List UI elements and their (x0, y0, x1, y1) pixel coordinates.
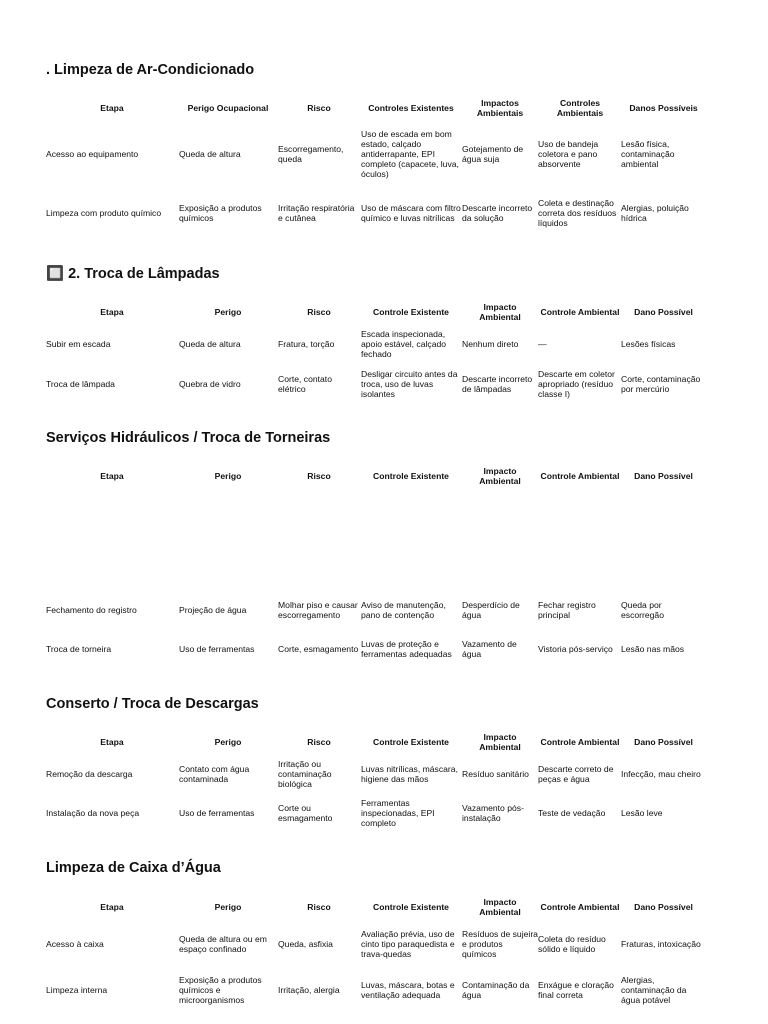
header-danos: Dano Possível (634, 737, 693, 747)
cell-risco: Molhar piso e causar escorregamento (278, 600, 358, 620)
cell-controle-ambiental: Descarte correto de peças e água (538, 764, 614, 784)
cell-impacto: Resíduo sanitário (462, 769, 529, 779)
header-impacto: Impacto Ambiental (479, 302, 521, 322)
header-danos: Dano Possível (634, 902, 693, 912)
cell-perigo: Exposição a produtos químicos e microorganismos (179, 975, 262, 1005)
cell-perigo: Queda de altura (179, 149, 241, 159)
cell-risco: Irritação respiratória e cutânea (278, 203, 355, 223)
cell-impacto: Vazamento pós-instalação (462, 803, 524, 823)
cell-controle: Avaliação prévia, uso de cinto tipo paraquedista e trava-quedas (361, 929, 455, 959)
header-risco: Risco (307, 307, 331, 317)
header-perigo: Perigo (214, 737, 242, 747)
header-perigo: Perigo (214, 471, 242, 481)
cell-dano: Queda por escorregão (621, 600, 664, 620)
header-risco: Risco (307, 103, 331, 113)
cell-risco: Irritação, alergia (278, 985, 340, 995)
cell-perigo: Queda de altura ou em espaço confinado (179, 934, 267, 954)
cell-impacto: Contaminação da água (462, 980, 530, 1000)
header-controle-ambiental: Controle Ambiental (540, 471, 620, 481)
cell-etapa: Acesso ao equipamento (46, 149, 139, 159)
cell-risco: Irritação ou contaminação biológica (278, 759, 332, 789)
cell-controle: Luvas nitrílicas, máscara, higiene das mãos (361, 764, 458, 784)
section-title: . Limpeza de Ar-Condicionado (46, 62, 255, 78)
cell-etapa: Acesso à caixa (46, 939, 104, 949)
cell-dano: Lesão nas mãos (621, 644, 685, 654)
cell-controle-ambiental: Teste de vedação (538, 808, 606, 818)
cell-controle: Luvas de proteção e ferramentas adequadas (361, 639, 452, 659)
cell-dano: Lesão leve (621, 808, 663, 818)
header-controle-ambiental: Controles Ambientais (556, 98, 604, 118)
cell-controle: Uso de escada em bom estado, calçado antiderrapante, EPI completo (capacete, luva, óculos) (361, 129, 459, 179)
cell-dano: Corte, contaminação por mercúrio (621, 374, 701, 394)
cell-controle-ambiental: Coleta do resíduo sólido e líquido (538, 934, 606, 954)
cell-controle-ambiental: Enxágue e cloração final correta (538, 980, 614, 1000)
header-impacto: Impacto Ambiental (479, 732, 521, 752)
header-perigo: Perigo (214, 902, 242, 912)
cell-controle: Luvas, máscara, botas e ventilação adequada (361, 980, 455, 1000)
header-etapa: Etapa (100, 471, 124, 481)
cell-dano: Infecção, mau cheiro (621, 769, 701, 779)
header-etapa: Etapa (100, 307, 124, 317)
header-perigo: Perigo Ocupacional (187, 103, 269, 113)
cell-perigo: Projeção de água (179, 605, 247, 615)
cell-controle-ambiental: Coleta e destinação correta dos resíduos líquidos (538, 198, 617, 228)
cell-controle: Desligar circuito antes da troca, uso de luvas isolantes (361, 369, 458, 399)
cell-risco: Queda, asfixia (278, 939, 333, 949)
section-title: Conserto / Troca de Descargas (46, 696, 259, 712)
header-danos: Dano Possível (634, 307, 693, 317)
cell-controle: Ferramentas inspecionadas, EPI completo (361, 798, 435, 828)
cell-etapa: Troca de lâmpada (46, 379, 115, 389)
cell-dano: Alergias, poluição hídrica (621, 203, 689, 223)
cell-etapa: Instalação da nova peça (46, 808, 140, 818)
cell-impacto: Descarte incorreto de lâmpadas (462, 374, 533, 394)
header-etapa: Etapa (100, 103, 124, 113)
header-controle-ambiental: Controle Ambiental (540, 902, 620, 912)
cell-risco: Corte ou esmagamento (278, 803, 333, 823)
cell-etapa: Troca de torneira (46, 644, 112, 654)
cell-impacto: Desperdício de água (462, 600, 520, 620)
cell-controle-ambiental: — (538, 339, 547, 349)
cell-etapa: Limpeza com produto químico (46, 208, 162, 218)
header-controle: Controle Existente (373, 471, 449, 481)
cell-perigo: Uso de ferramentas (179, 808, 255, 818)
cell-etapa: Fechamento do registro (46, 605, 137, 615)
header-perigo: Perigo (214, 307, 242, 317)
header-risco: Risco (307, 737, 331, 747)
cell-controle: Aviso de manutenção, pano de contenção (361, 600, 446, 620)
cell-controle-ambiental: Descarte em coletor apropriado (resíduo classe I) (538, 369, 615, 399)
cell-controle-ambiental: Fechar registro principal (538, 600, 596, 620)
header-controle: Controle Existente (373, 307, 449, 317)
header-etapa: Etapa (100, 902, 124, 912)
cell-perigo: Uso de ferramentas (179, 644, 255, 654)
section-title: Limpeza de Caixa d’Água (46, 860, 221, 876)
cell-impacto: Vazamento de água (462, 639, 517, 659)
section-title: 🔲 2. Troca de Lâmpadas (46, 266, 220, 282)
cell-impacto: Gotejamento de água suja (462, 144, 524, 164)
cell-perigo: Contato com água contaminada (179, 764, 250, 784)
cell-controle-ambiental: Uso de bandeja coletora e pano absorvente (538, 139, 599, 169)
header-danos: Danos Possíveis (629, 103, 698, 113)
header-risco: Risco (307, 471, 331, 481)
cell-risco: Corte, esmagamento (278, 644, 359, 654)
header-impacto: Impacto Ambiental (479, 466, 521, 486)
header-etapa: Etapa (100, 737, 124, 747)
cell-dano: Lesão física, contaminação ambiental (621, 139, 675, 169)
cell-risco: Escorregamento, queda (278, 144, 344, 164)
header-impacto: Impacto Ambiental (479, 897, 521, 917)
cell-controle: Escada inspecionada, apoio estável, calçado fechado (361, 329, 447, 359)
header-risco: Risco (307, 902, 331, 912)
section-title: Serviços Hidráulicos / Troca de Torneiras (46, 430, 331, 446)
header-danos: Dano Possível (634, 471, 693, 481)
cell-etapa: Limpeza interna (46, 985, 108, 995)
cell-controle-ambiental: Vistoria pós-serviço (538, 644, 613, 654)
header-controle: Controles Existentes (368, 103, 454, 113)
cell-impacto: Nenhum direto (462, 339, 519, 349)
cell-perigo: Quebra de vidro (179, 379, 241, 389)
cell-perigo: Exposição a produtos químicos (179, 203, 262, 223)
cell-dano: Fraturas, intoxicação (621, 939, 701, 949)
header-controle: Controle Existente (373, 902, 449, 912)
cell-impacto: Resíduos de sujeira e produtos químicos (462, 929, 538, 959)
cell-perigo: Queda de altura (179, 339, 241, 349)
header-controle-ambiental: Controle Ambiental (540, 307, 620, 317)
header-controle: Controle Existente (373, 737, 449, 747)
header-impacto: Impactos Ambientais (476, 98, 524, 118)
cell-dano: Alergias, contaminação da água potável (621, 975, 687, 1005)
cell-impacto: Descarte incorreto da solução (462, 203, 533, 223)
cell-risco: Fratura, torção (278, 339, 335, 349)
cell-etapa: Subir em escada (46, 339, 111, 349)
cell-risco: Corte, contato elétrico (278, 374, 332, 394)
cell-etapa: Remoção da descarga (46, 769, 133, 779)
cell-dano: Lesões físicas (621, 339, 676, 349)
header-controle-ambiental: Controle Ambiental (540, 737, 620, 747)
cell-controle: Uso de máscara com filtro químico e luvas nitrílicas (361, 203, 461, 223)
